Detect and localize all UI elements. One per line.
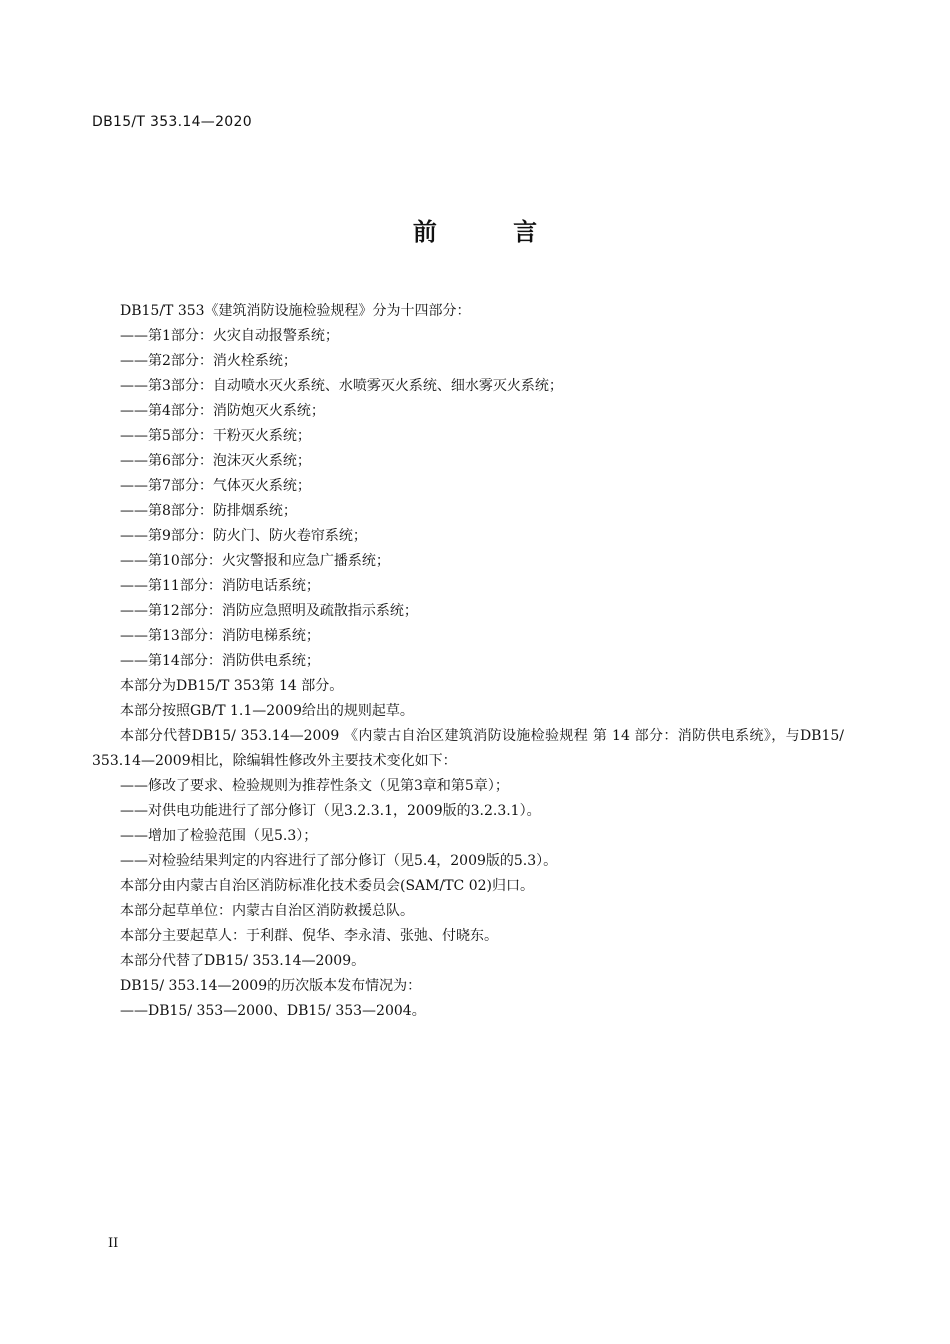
list-item: ——第6部分：泡沫灭火系统； [120, 453, 311, 469]
list-item: ——第14部分：消防供电系统； [120, 653, 320, 669]
parts-list [92, 324, 844, 674]
list-item: ——第4部分：消防炮灭火系统； [120, 403, 325, 419]
drafting-rule-statement: 本部分按照GB/T 1.1—2009给出的规则起草。 [120, 703, 414, 719]
drafters-statement: 本部分主要起草人：于利群、倪华、李永清、张弛、付晓东。 [120, 928, 498, 944]
intro-text: DB15/T 353《建筑消防设施检验规程》分为十四部分： [120, 303, 471, 319]
document-number: DB15/T 353.14—2020 [92, 114, 252, 130]
list-item: ——修改了要求、检验规则为推荐性条文（见第3章和第5章）； [120, 778, 509, 794]
history-intro: DB15/ 353.14—2009的历次版本发布情况为： [120, 978, 422, 994]
list-item: ——第10部分：火灾警报和应急广播系统； [120, 553, 390, 569]
page-title: 前 言 [412, 218, 572, 246]
list-item: ——第7部分：气体灭火系统； [120, 478, 311, 494]
list-item: ——第8部分：防排烟系统； [120, 503, 297, 519]
drafting-unit-statement: 本部分起草单位：内蒙古自治区消防救援总队。 [120, 903, 414, 919]
list-item: ——第12部分：消防应急照明及疏散指示系统； [120, 603, 418, 619]
replacement-statement: 本部分代替DB15/ 353.14—2009 《内蒙古自治区建筑消防设施检验规程 第 14 部分：消防供电系统》，与DB15/ 353.14—2009相比，除编辑性修改外主要技术变化如下： [92, 728, 844, 769]
list-item: ——对检验结果判定的内容进行了部分修订（见5.4，2009版的5.3）。 [120, 853, 558, 869]
history-item: ——DB15/ 353—2000、DB15/ 353—2004。 [120, 1003, 426, 1019]
committee-statement: 本部分由内蒙古自治区消防标准化技术委员会(SAM/TC 02)归口。 [120, 878, 534, 894]
replaced-statement: 本部分代替了DB15/ 353.14—2009。 [120, 953, 366, 969]
list-item: ——增加了检验范围（见5.3）； [120, 828, 318, 844]
foreword-body [92, 299, 844, 1024]
list-item: ——第3部分：自动喷水灭火系统、水喷雾灭火系统、细水雾灭火系统； [120, 378, 563, 394]
list-item: ——第1部分：火灾自动报警系统； [120, 328, 339, 344]
this-part-statement: 本部分为DB15/T 353第 14 部分。 [120, 678, 344, 694]
list-item: ——对供电功能进行了部分修订（见3.2.3.1，2009版的3.2.3.1）。 [120, 803, 541, 819]
list-item: ——第13部分：消防电梯系统； [120, 628, 320, 644]
list-item: ——第9部分：防火门、防火卷帘系统； [120, 528, 367, 544]
page-number: II [108, 1236, 119, 1251]
changes-list [92, 774, 844, 874]
list-item: ——第5部分：干粉灭火系统； [120, 428, 311, 444]
list-item: ——第11部分：消防电话系统； [120, 578, 320, 594]
list-item: ——第2部分：消火栓系统； [120, 353, 297, 369]
